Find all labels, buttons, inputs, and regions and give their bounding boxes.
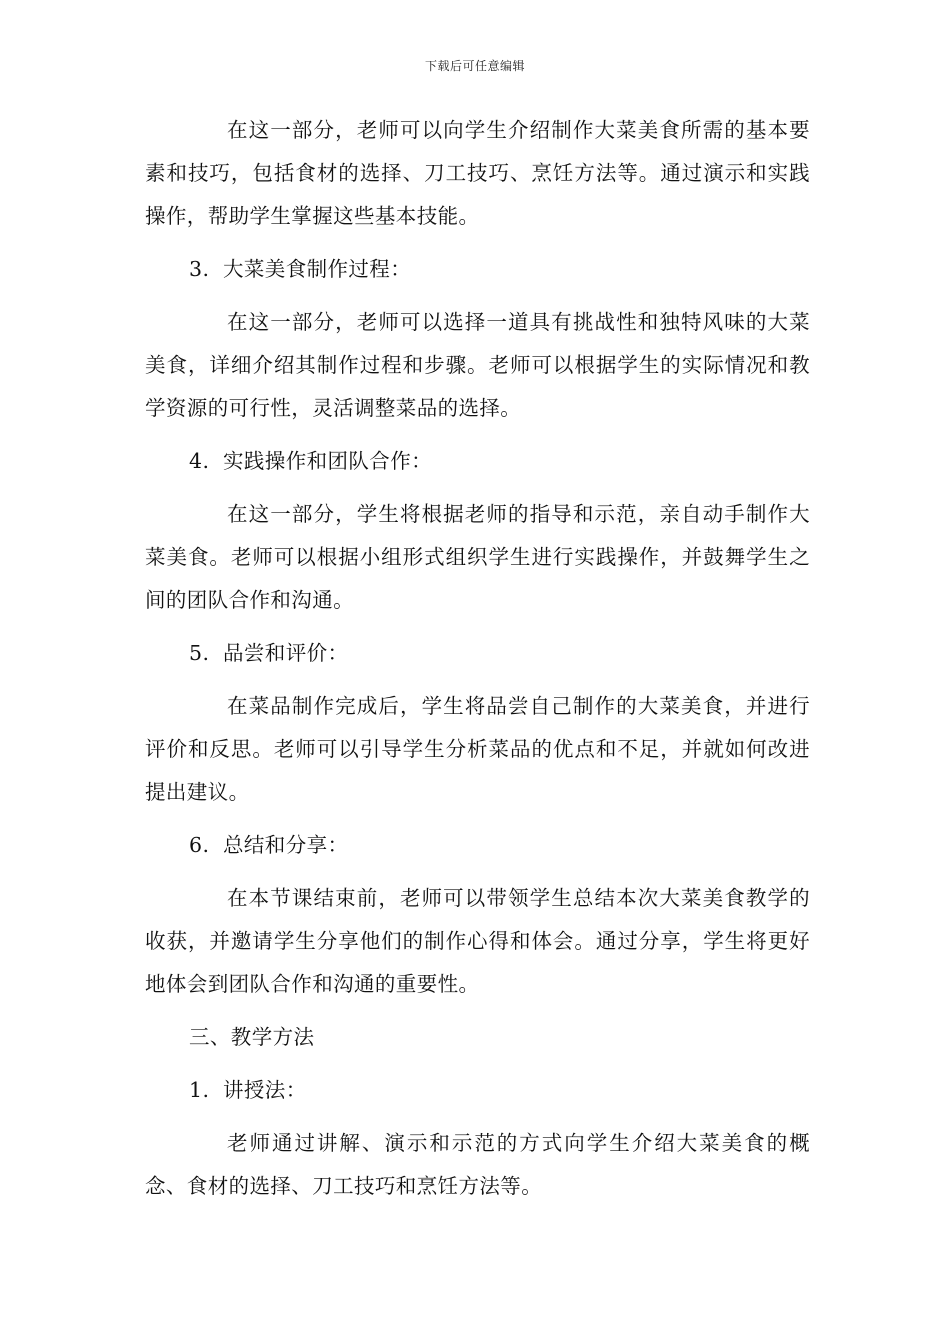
heading-number: 5. [189,641,210,665]
heading-item-5 [145,632,810,675]
paragraph-basic-skills: 在这一部分，老师可以向学生介绍制作大菜美食所需的基本要素和技巧，包括食材的选择、刀工技巧、烹饪方法等。通过演示和实践操作，帮助学生掌握这些基本技能。 [145,118,810,228]
heading-number: 6. [189,833,210,857]
heading-text: 总结和分享： [223,833,349,857]
paragraph-practice-teamwork: 在这一部分，学生将根据老师的指导和示范，亲自动手制作大菜美食。老师可以根据小组形式组织学生进行实践操作，并鼓舞学生之间的团队合作和沟通。 [145,502,810,612]
heading-number: 1. [189,1078,210,1102]
heading-text: 实践操作和团队合作： [223,449,432,473]
heading-text: 品尝和评价： [223,641,349,665]
paragraph-tasting-evaluation: 在菜品制作完成后，学生将品尝自己制作的大菜美食，并进行评价和反思。老师可以引导学生分析菜品的优点和不足，并就如何改进提出建议。 [145,694,810,804]
heading-item-3 [145,248,810,291]
heading-item-6 [145,824,810,867]
paragraph-summary-sharing: 在本节课结束前，老师可以带领学生总结本次大菜美食教学的收获，并邀请学生分享他们的制作心得和体会。通过分享，学生将更好地体会到团队合作和沟通的重要性。 [145,886,810,996]
paragraph-lecture-method: 老师通过讲解、演示和示范的方式向学生介绍大菜美食的概念、食材的选择、刀工技巧和烹饪方法等。 [145,1131,810,1198]
heading-text: 大菜美食制作过程： [223,257,412,281]
heading-number: 3. [189,257,210,281]
header-note: 下载后可任意编辑 [424,59,525,73]
paragraph-cooking-process: 在这一部分，老师可以选择一道具有挑战性和独特风味的大菜美食，详细介绍其制作过程和步骤。老师可以根据学生的实际情况和教学资源的可行性，灵活调整菜品的选择。 [145,310,810,420]
heading-number: 4. [189,449,210,473]
document-body [145,109,810,1218]
heading-method-1 [145,1069,810,1112]
section-heading-teaching-methods: 三、教学方法 [189,1025,315,1049]
heading-text: 讲授法： [223,1078,307,1102]
heading-item-4 [145,440,810,483]
